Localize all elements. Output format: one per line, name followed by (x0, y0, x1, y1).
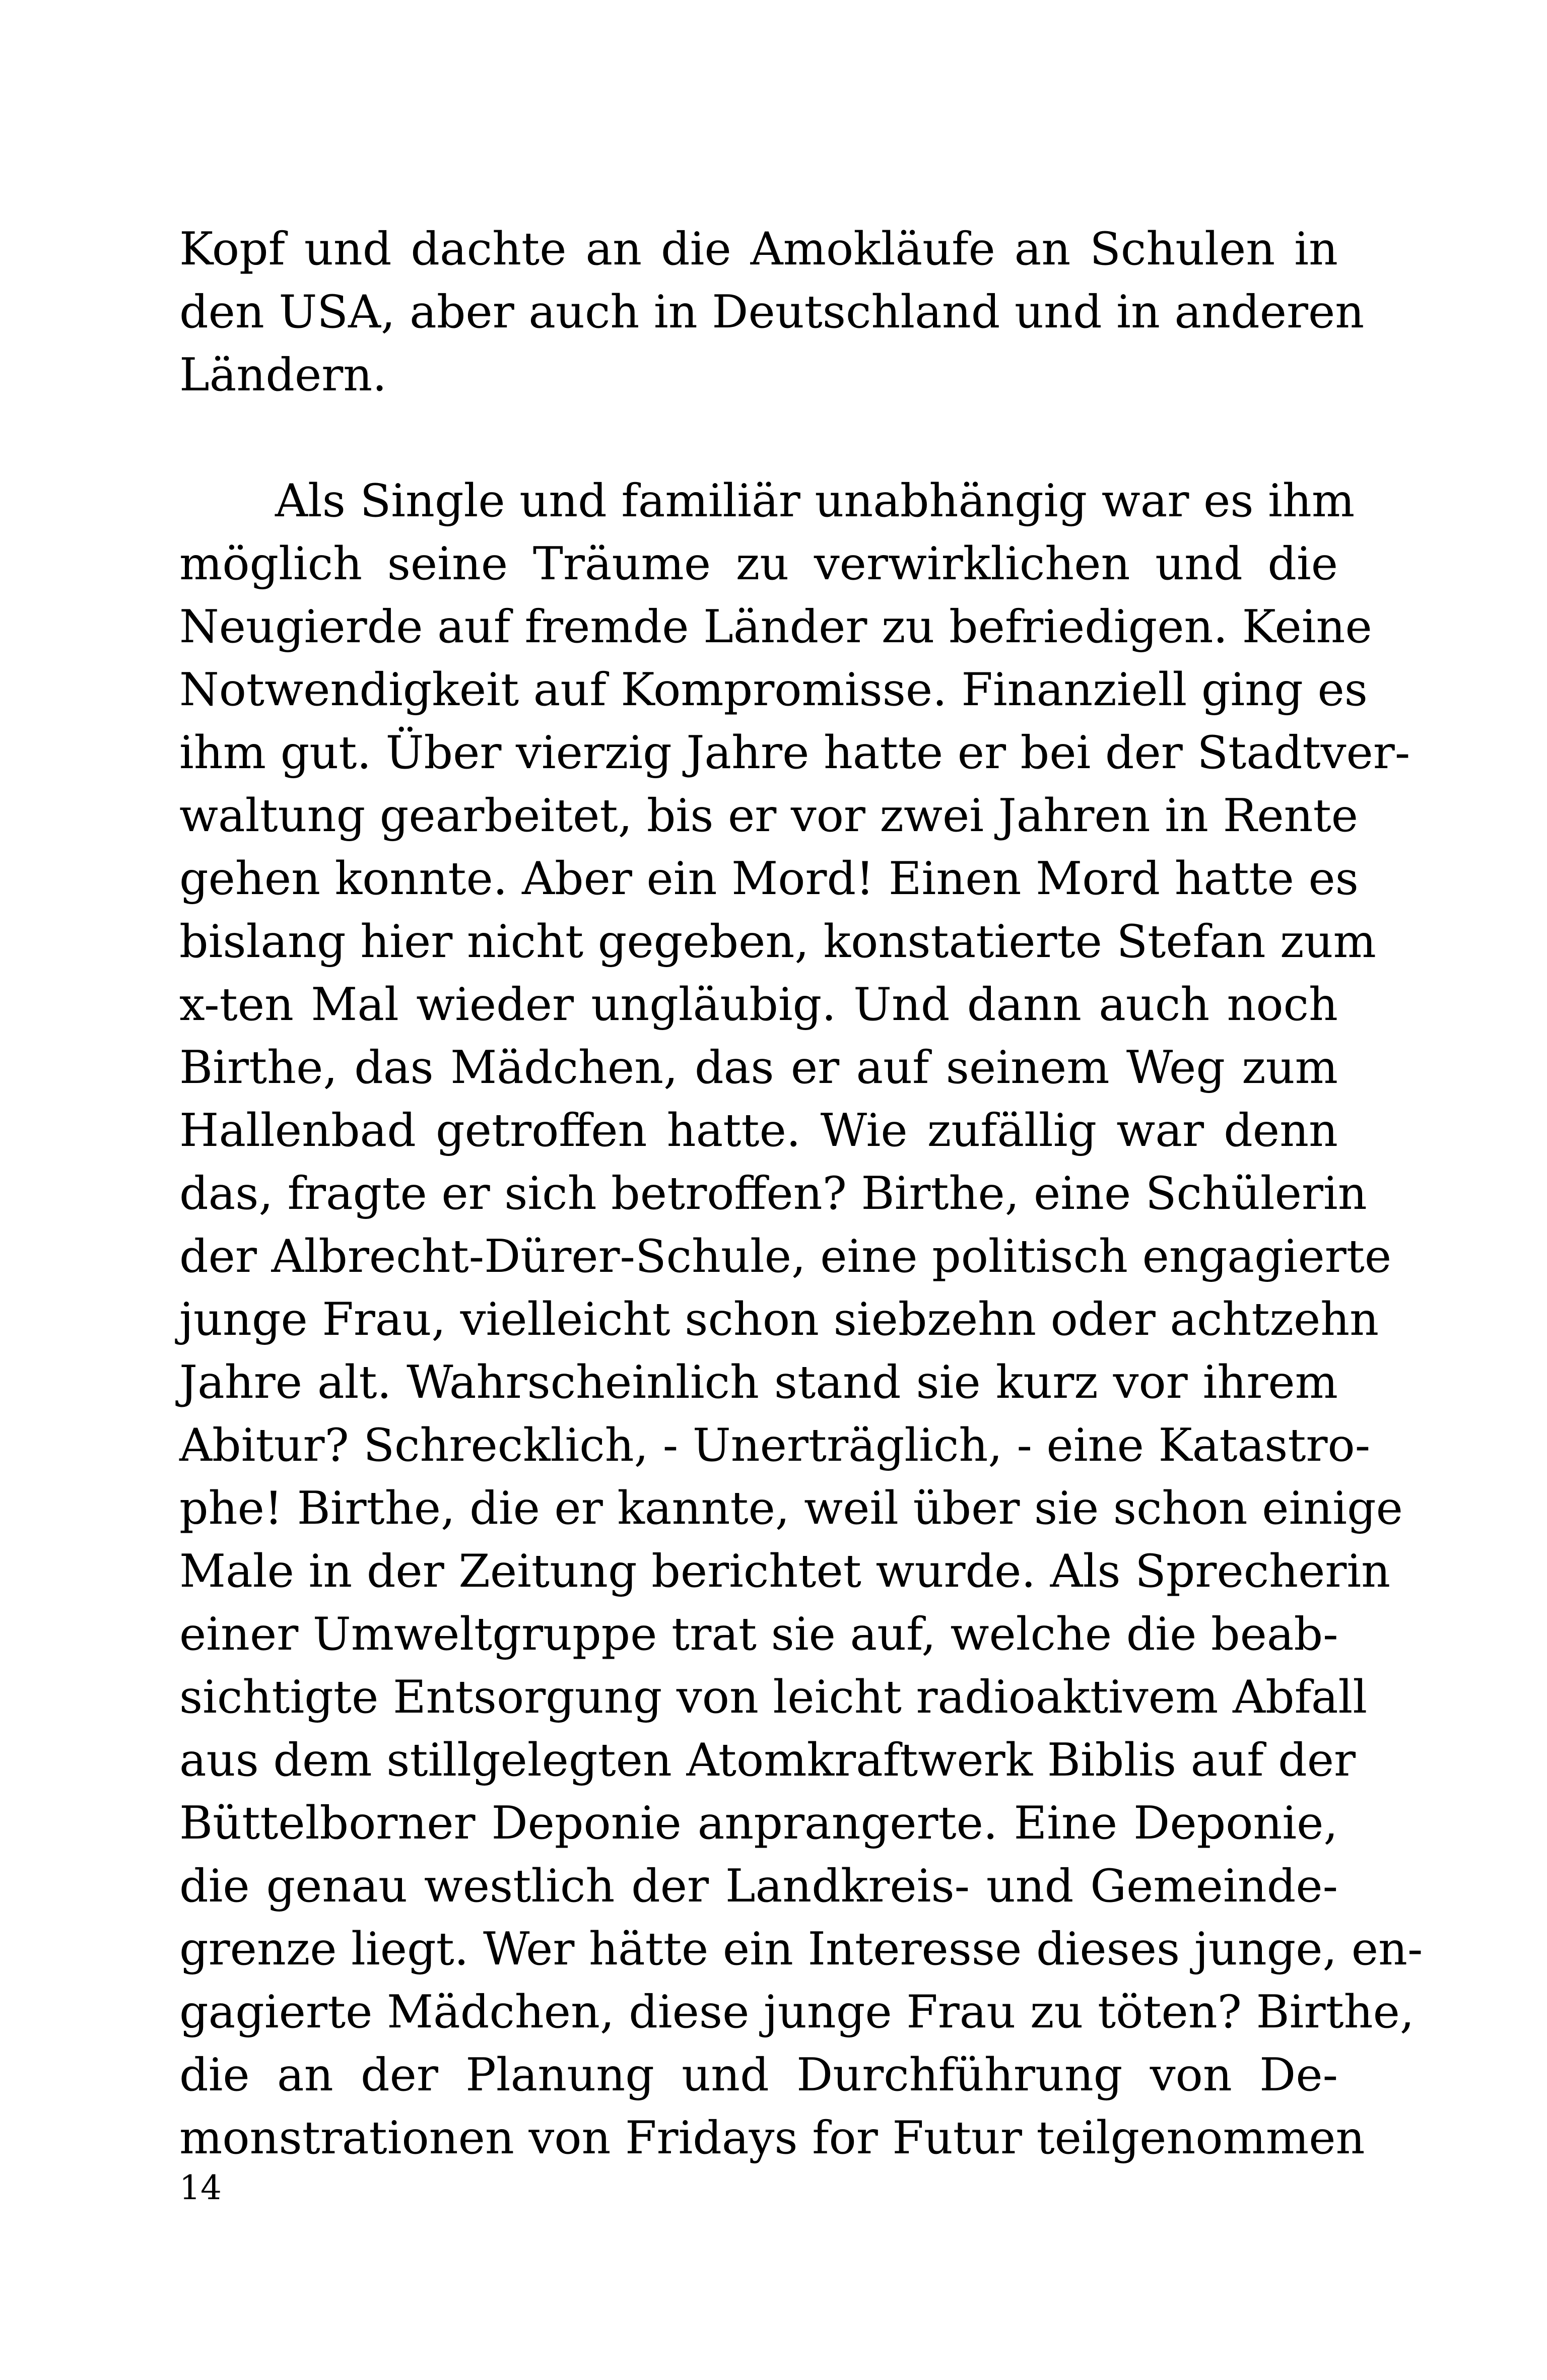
text-line: Als Single und familiär unabhängig war es ihm (275, 474, 1355, 527)
text-line: aus dem stillgelegten Atomkraftwerk Biblis auf der (179, 1734, 1356, 1787)
text-line: der Albrecht-Dürer-Schule, eine politisch engagierte (179, 1230, 1392, 1283)
text-line: die an der Planung und Durchführung von De- (179, 2049, 1338, 2101)
page-number: 14 (179, 2168, 222, 2207)
text-line: monstrationen von Fridays for Futur teilgenommen (179, 2112, 1365, 2164)
text-line: grenze liegt. Wer hätte ein Interesse dieses junge, en- (179, 1923, 1423, 1976)
text-line: Neugierde auf fremde Länder zu befriedigen. Keine (179, 600, 1372, 653)
paragraph-2 (179, 469, 1423, 2169)
text-line: Büttelborner Deponie anprangerte. Eine Deponie, (179, 1797, 1338, 1850)
text-line: die genau westlich der Landkreis- und Gemeinde- (179, 1860, 1338, 1913)
text-line: das, fragte er sich betroffen? Birthe, eine Schülerin (179, 1167, 1367, 1220)
text-line: ihm gut. Über vierzig Jahre hatte er bei der Stadtver- (179, 726, 1410, 779)
text-line: phe! Birthe, die er kannte, weil über sie schon einige (179, 1482, 1403, 1535)
text-line: x-ten Mal wieder ungläubig. Und dann auch noch (179, 978, 1338, 1031)
paragraph-spacing (179, 406, 1338, 469)
text-line: Hallenbad getroffen hatte. Wie zufällig war denn (179, 1104, 1338, 1157)
text-line: sichtigte Entsorgung von leicht radioaktivem Abfall (179, 1671, 1368, 1724)
text-line: möglich seine Träume zu verwirklichen und die (179, 537, 1338, 590)
text-line: Abitur? Schrecklich, - Unerträglich, - eine Katastro- (179, 1419, 1371, 1472)
text-line: Notwendigkeit auf Kompromisse. Finanziell ging es (179, 663, 1368, 716)
text-line: Jahre alt. Wahrscheinlich stand sie kurz vor ihrem (179, 1356, 1338, 1409)
text-line: gagierte Mädchen, diese junge Frau zu töten? Birthe, (179, 1986, 1415, 2038)
text-line: Ländern. (179, 349, 387, 401)
paragraph-1 (179, 218, 1365, 406)
text-line: junge Frau, vielleicht schon siebzehn oder achtzehn (179, 1293, 1379, 1346)
text-line: einer Umweltgruppe trat sie auf, welche die beab- (179, 1608, 1338, 1661)
text-line: bislang hier nicht gegeben, konstatierte Stefan zum (179, 915, 1376, 968)
text-line: Male in der Zeitung berichtet wurde. Als Sprecherin (179, 1545, 1391, 1598)
text-line: Kopf und dachte an die Amokläufe an Schulen in (179, 223, 1338, 276)
text-line: Birthe, das Mädchen, das er auf seinem Weg zum (179, 1041, 1338, 1094)
text-line: den USA, aber auch in Deutschland und in anderen (179, 286, 1365, 338)
body-text (179, 218, 1423, 2169)
text-line: waltung gearbeitet, bis er vor zwei Jahren in Rente (179, 789, 1358, 842)
text-line: gehen konnte. Aber ein Mord! Einen Mord hatte es (179, 852, 1359, 905)
